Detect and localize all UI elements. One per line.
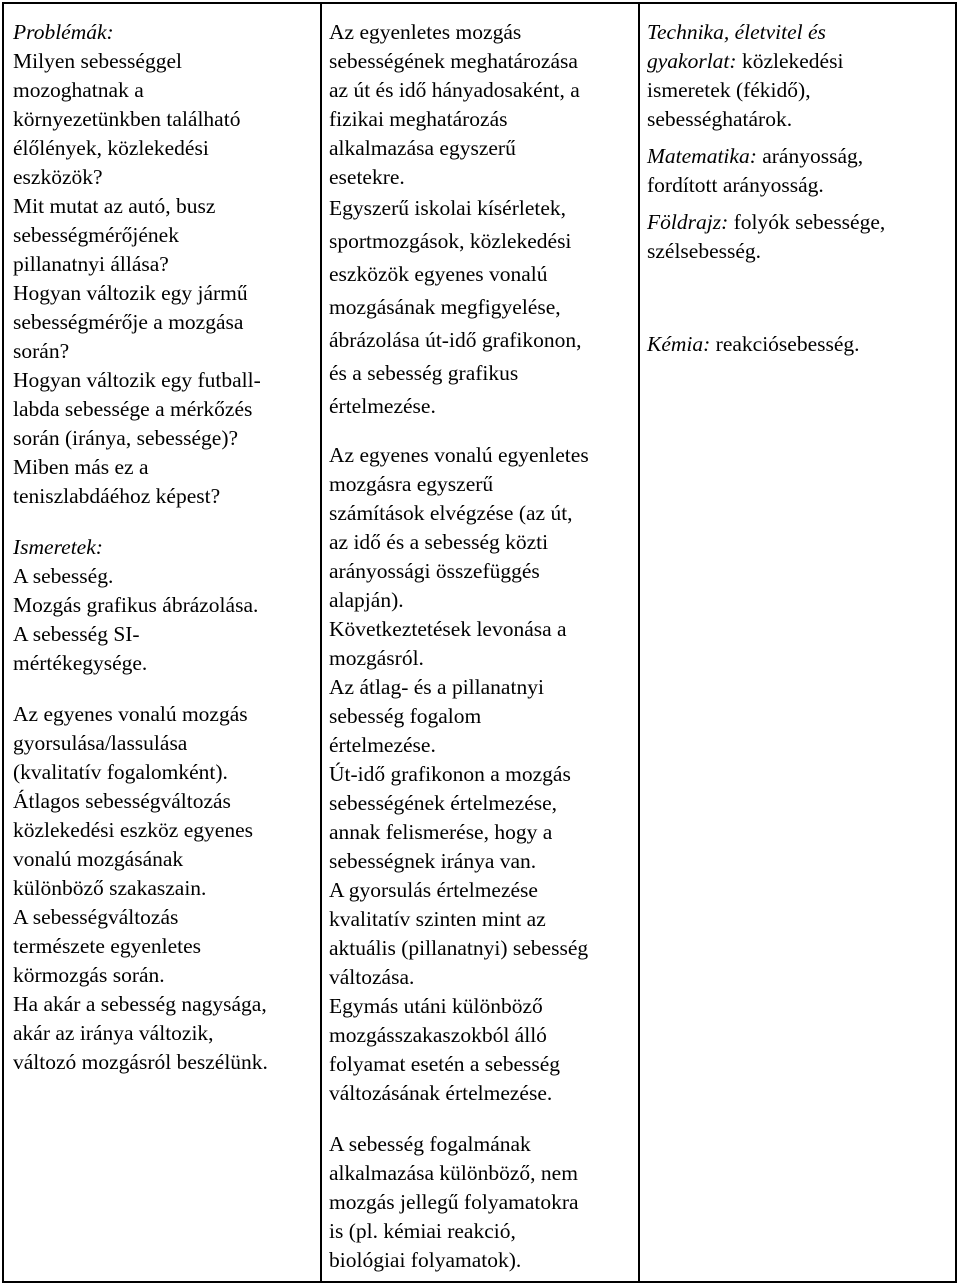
foldrajz-text: folyók sebessége,: [728, 210, 886, 234]
technika-line: ismeretek (fékidő),: [647, 78, 811, 102]
task-line: az út és idő hányadosaként, a: [329, 78, 580, 102]
task-line: eszközök egyenes vonalú: [329, 262, 548, 286]
problem-line: teniszlabdáéhoz képest?: [13, 484, 221, 508]
task-line: számítások elvégzése (az út,: [329, 501, 573, 525]
knowledge-line: A sebesség SI-: [13, 622, 140, 646]
task-line: fizikai meghatározás: [329, 107, 508, 131]
knowledge-line: Mozgás grafikus ábrázolása.: [13, 593, 259, 617]
column-divider-1: [320, 4, 322, 1281]
matematika-line: fordított arányosság.: [647, 173, 824, 197]
task-line: sebesség fogalom: [329, 704, 482, 728]
task-line: Az egyenletes mozgás: [329, 20, 522, 44]
task-line: esetekre.: [329, 165, 405, 189]
task-line: mozgásának megfigyelése,: [329, 295, 561, 319]
task-line: és a sebesség grafikus: [329, 361, 519, 385]
task-line: ábrázolása út-idő grafikonon,: [329, 328, 582, 352]
task-line: aktuális (pillanatnyi) sebesség: [329, 936, 589, 960]
task-line: sebességnek iránya van.: [329, 849, 537, 873]
knowledge-line: Az egyenes vonalú mozgás: [13, 702, 248, 726]
knowledge-line: A sebességváltozás: [13, 905, 179, 929]
task-line: folyamat esetén a sebesség: [329, 1052, 561, 1076]
task-line: változása.: [329, 965, 415, 989]
task-line: Út-idő grafikonon a mozgás: [329, 762, 571, 786]
knowledge-line: gyorsulása/lassulása: [13, 731, 188, 755]
task-line: értelmezése.: [329, 394, 436, 418]
knowledge-line: természete egyenletes: [13, 934, 202, 958]
task-line: is (pl. kémiai reakció,: [329, 1219, 516, 1243]
task-line: sebességének meghatározása: [329, 49, 578, 73]
kemia-text: reakciósebesség.: [710, 332, 860, 356]
task-line: értelmezése.: [329, 733, 436, 757]
problem-line: eszközök?: [13, 165, 103, 189]
problem-line: Hogyan változik egy futball-: [13, 368, 261, 392]
knowledge-line: körmozgás során.: [13, 963, 165, 987]
column-divider-2: [638, 4, 640, 1281]
task-line: alkalmazása különböző, nem: [329, 1161, 578, 1185]
task-line: A gyorsulás értelmezése: [329, 878, 538, 902]
matematika-text: arányosság,: [756, 144, 864, 168]
knowledge-line: közlekedési eszköz egyenes: [13, 818, 253, 842]
spacer: [647, 134, 952, 142]
matematika-label: Matematika:: [647, 144, 757, 168]
problem-line: sebességmérőjének: [13, 223, 179, 247]
task-line: mozgásról.: [329, 646, 424, 670]
knowledge-line: (kvalitatív fogalomként).: [13, 760, 228, 784]
task-line: A sebesség fogalmának: [329, 1132, 531, 1156]
knowledge-line: vonalú mozgásának: [13, 847, 184, 871]
spacer: [13, 678, 318, 700]
foldrajz-line: szélsebesség.: [647, 239, 762, 263]
task-line: Az átlag- és a pillanatnyi: [329, 675, 544, 699]
task-line: mozgásra egyszerű: [329, 472, 494, 496]
task-line: biológiai folyamatok).: [329, 1248, 522, 1272]
knowledge-line: változó mozgásról beszélünk.: [13, 1050, 268, 1074]
problems-heading: Problémák:: [13, 20, 114, 44]
spacer: [647, 200, 952, 208]
technika-line: [647, 47, 952, 76]
knowledge-line: különböző szakaszain.: [13, 876, 207, 900]
problem-line: Hogyan változik egy jármű: [13, 281, 248, 305]
task-line: kvalitatív szinten mint az: [329, 907, 546, 931]
foldrajz-label: Földrajz:: [647, 210, 729, 234]
problem-line: során?: [13, 339, 70, 363]
cross-curricular-column: [647, 18, 952, 359]
task-line: sportmozgások, közlekedési: [329, 229, 572, 253]
task-line: Egyszerű iskolai kísérletek,: [329, 196, 567, 220]
knowledge-line: Átlagos sebességváltozás: [13, 789, 231, 813]
kemia-label: Kémia:: [647, 332, 711, 356]
task-line: változásának értelmezése.: [329, 1081, 553, 1105]
curriculum-table: [2, 2, 957, 1283]
technika-label: Technika, életvitel és: [647, 20, 826, 44]
problem-line: sebességmérője a mozgása: [13, 310, 244, 334]
development-tasks-column: [329, 18, 634, 1275]
problem-line: környezetünkben található: [13, 107, 241, 131]
problem-line: Mit mutat az autó, busz: [13, 194, 216, 218]
spacer: [13, 511, 318, 533]
matematika-line: [647, 142, 952, 171]
problem-line: mozoghatnak a: [13, 78, 144, 102]
technika-text: közlekedési: [736, 49, 844, 73]
task-line: mozgás jellegű folyamatokra: [329, 1190, 579, 1214]
task-line: sebességének értelmezése,: [329, 791, 558, 815]
technika-line: [647, 18, 952, 47]
task-line: mozgásszakaszokból álló: [329, 1023, 547, 1047]
task-line: Az egyenes vonalú egyenletes: [329, 443, 589, 467]
problem-line: során (iránya, sebessége)?: [13, 426, 239, 450]
spacer: [329, 423, 634, 441]
task-line: alapján).: [329, 588, 404, 612]
task-line: arányossági összefüggés: [329, 559, 540, 583]
kemia-line: [647, 330, 952, 359]
problem-line: élőlények, közlekedési: [13, 136, 209, 160]
problem-line: pillanatnyi állása?: [13, 252, 169, 276]
task-line: Egymás utáni különböző: [329, 994, 543, 1018]
problem-line: labda sebessége a mérkőzés: [13, 397, 253, 421]
problem-line: Miben más ez a: [13, 455, 149, 479]
knowledge-line: A sebesség.: [13, 564, 114, 588]
task-line: alkalmazása egyszerű: [329, 136, 516, 160]
knowledge-line: akár az iránya változik,: [13, 1021, 214, 1045]
problem-line: Milyen sebességgel: [13, 49, 182, 73]
foldrajz-line: [647, 208, 952, 237]
knowledge-line: mértékegysége.: [13, 651, 148, 675]
spacer: [647, 266, 952, 330]
knowledge-heading: Ismeretek:: [13, 535, 103, 559]
task-line: annak felismerése, hogy a: [329, 820, 553, 844]
problems-knowledge-column: [13, 18, 318, 1077]
technika-line: sebességhatárok.: [647, 107, 793, 131]
spacer: [329, 1108, 634, 1130]
task-line: az idő és a sebesség közti: [329, 530, 549, 554]
technika-label: gyakorlat:: [647, 49, 737, 73]
task-line: Következtetések levonása a: [329, 617, 567, 641]
knowledge-line: Ha akár a sebesség nagysága,: [13, 992, 267, 1016]
